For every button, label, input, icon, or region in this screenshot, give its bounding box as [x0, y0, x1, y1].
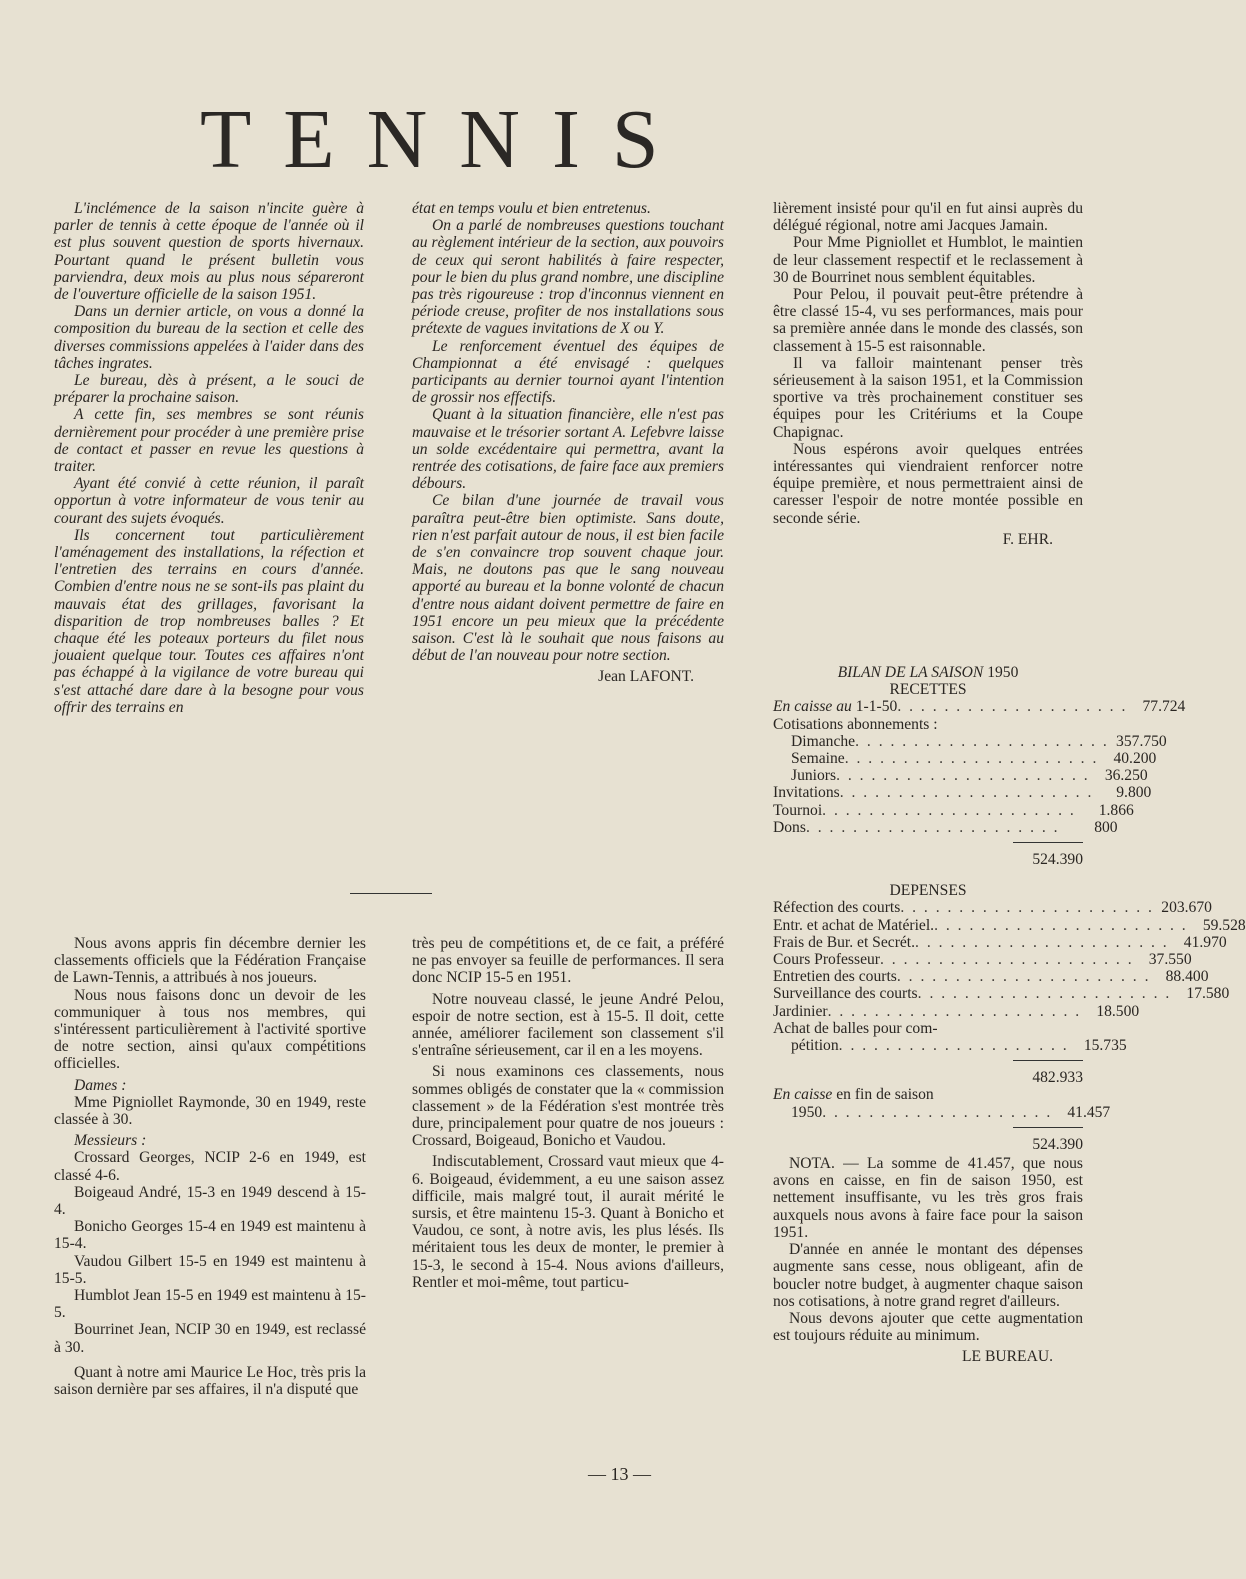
bilan-title-text: BILAN DE LA SAISON [837, 664, 984, 681]
ledger-value: 36.250 [1104, 767, 1148, 785]
paragraph: Notre nouveau classé, le jeune André Pelou, espoir de notre section, est à 15-5. Il doit, cette année, améliorer facilement son classement s'il s'entraîne sérieusement, car il en a les moyens. [412, 990, 724, 1060]
ledger-value: 203.670 [1161, 899, 1212, 917]
ledger-value: 1.866 [1098, 801, 1134, 819]
ledger-value: 77.724 [1142, 698, 1186, 716]
paragraph: lièrement insisté pour qu'il en fut ainsi auprès du délégué régional, notre ami Jacques Jamain. [773, 200, 1083, 235]
ranking-entry: Bourrinet Jean, NCIP 30 en 1949, est reclassé à 30. [54, 1321, 366, 1356]
ledger-row: Surveillance des courts . . . . . . . . . . . . . . . . . . . . . . 17.580 [773, 985, 1230, 1003]
depenses-heading: DEPENSES [889, 882, 967, 900]
ledger-label: Entr. et achat de Matériel. [773, 916, 935, 934]
ledger-label: 1950 [791, 1103, 823, 1121]
ledger-value: 59.528 [1202, 916, 1246, 934]
ledger-value: 800 [1094, 818, 1118, 836]
paragraph: On a parlé de nombreuses questions touchant au règlement intérieur de la section, aux pouvoirs de ceux qui seront habilités à faire respecter, pour le bien du plus grand nombre, une discipline pas très rigoureuse : trop d'inconnus viennent en période creuse, profiter de nos installations sous prétexte de vagues invitations de X ou Y. [412, 217, 724, 338]
page-title: TENNIS [200, 93, 691, 186]
bilan-title [773, 664, 1083, 681]
paragraph: Nous espérons avoir quelques entrées intéressantes qui viendraient renforcer notre équipe première, et nous permettraient ainsi de caresser l'espoir de notre montée possible en seconde série. [773, 440, 1083, 527]
nota-paragraph: Nous devons ajouter que cette augmentation est toujours réduite au minimum. [773, 1309, 1083, 1345]
ledger-value: 40.200 [1113, 750, 1157, 768]
paragraph: Le bureau, dès à présent, a le souci de préparer la prochaine saison. [54, 372, 364, 407]
paragraph: Ils concernent tout particulièrement l'aménagement des installations, la réfection et l'entretien des terrains en cours d'année. Combien d'entre nous ne se sont-ils pas plaint du mauvais état des grillages, favorisant la disparition de trop nombreuses balles ? Et chaque été les poteaux porteurs du filet nous jouaient quelque tour. Toutes ces affaires n'ont pas échappé à la vigilance de votre bureau qui s'est attaché dare dare à la besogne pour vous offrir des terrains en [54, 526, 364, 716]
ledger-row: En caisse au 1-1-50 . . . . . . . . . . . . . . . . . . . . 77.724 [773, 698, 1186, 716]
paragraph: Pour Pelou, il pouvait peut-être prétendre à être classé 15-4, vu ses performances, mais pour sa première année dans le monde des classés, son classement à 15-5 est raisonnable. [773, 286, 1083, 355]
paragraph: Il va falloir maintenant penser très sérieusement à la saison 1951, et la Commission sportive va très prochainement constituer ses équipes pour les Critériums et la Coupe Chapignac. [773, 354, 1083, 441]
article-column-2 [412, 200, 724, 686]
ledger-value: 15.735 [1083, 1037, 1127, 1055]
paragraph: Si nous examinons ces classements, nous sommes obligés de constater que la « commission classement » de la Fédération s'est montrée très dure, principalement pour quatre de nos joueurs : Crossard, Boigeaud, Bonicho et Vaudou. [412, 1063, 724, 1150]
ledger-value: 18.500 [1096, 1002, 1140, 1020]
paragraph: Quant à notre ami Maurice Le Hoc, très pris la saison dernière par ses affaires, il n'a disputé que [54, 1363, 366, 1399]
recettes-total: 524.390 [773, 836, 1083, 868]
ledger-row: Semaine . . . . . . . . . . . . . . . . . . . . . . 40.200 [773, 750, 1083, 767]
author-signature: Jean LAFONT. [598, 668, 694, 686]
paragraph: Pour Mme Pigniollet et Humblot, le maintien de leur classement respectif et le reclassement à 30 de Bourrinet nous semblent équitables. [773, 234, 1083, 286]
ledger-row: Entr. et achat de Matériel. . . . . . . . . . . . . . . . . . . . . . . 59.528 [773, 916, 1246, 934]
ledger-row: pétition . . . . . . . . . . . . . . . . . . . . 15.735 [773, 1037, 1083, 1054]
bureau-signature: LE BUREAU. [962, 1348, 1053, 1366]
paragraph: très peu de compétitions et, de ce fait, a préféré ne pas envoyer sa feuille de performances. Il sera donc NCIP 15-5 en 1951. [412, 935, 724, 987]
ranking-entry: Vaudou Gilbert 15-5 en 1949 est maintenu à 15-5. [54, 1252, 366, 1287]
article-column-3 [773, 200, 1083, 548]
ledger-label: Achat de balles pour com- [773, 1019, 938, 1037]
ranking-entry: Crossard Georges, NCIP 2-6 en 1949, est classé 4-6. [54, 1149, 366, 1184]
ledger-label: Semaine [791, 750, 845, 768]
ledger-row: Dons . . . . . . . . . . . . . . . . . . . . . . 800 [773, 818, 1118, 836]
ledger-label: Dimanche [791, 732, 856, 750]
ledger-row: Réfection des courts . . . . . . . . . . . . . . . . . . . . . . 203.670 [773, 899, 1212, 917]
bilan-section [773, 658, 1246, 1366]
ledger-label: Juniors [791, 767, 837, 785]
paragraph: Indiscutablement, Crossard vaut mieux que 4-6. Boigeaud, évidemment, a eu une saison assez difficile, mais malgré tout, il aurait mérité le sursis, et être maintenu 15-3. Quant à Bonicho et Vaudou, ce sont, à notre avis, les plus lésés. Ils méritaient tous les deux de monter, le premier à 15-3, le second à 15-4. Nous avions d'ailleurs, Rentler et moi-même, tout particu- [412, 1153, 724, 1291]
ledger-value: 41.970 [1183, 933, 1227, 951]
ledger-row: Juniors . . . . . . . . . . . . . . . . . . . . . . 36.250 [773, 767, 1083, 784]
ledger-label: En caisse en fin de saison [773, 1086, 934, 1104]
paragraph: Nous avons appris fin décembre dernier les classements officiels que la Fédération Française de Lawn-Tennis, a attribués à nos joueurs. [54, 935, 366, 987]
paragraph: Nous nous faisons donc un devoir de les communiquer à tous nos membres, qui s'intéressent particulièrement à l'activité sportive de notre section, ainsi qu'aux compétitions officielles. [54, 986, 366, 1073]
ledger-row: Cours Professeur . . . . . . . . . . . . . . . . . . . . . . 37.550 [773, 951, 1192, 969]
bilan-title-year: 1950 [987, 664, 1019, 681]
ledger-label: Cours Professeur [773, 951, 880, 969]
ledger-row: Entretien des courts . . . . . . . . . . . . . . . . . . . . . . 88.400 [773, 968, 1209, 986]
ledger-label: Frais de Bur. et Secrét. [773, 933, 916, 951]
ledger-label: Surveillance des courts [773, 985, 918, 1003]
ledger-value: 17.580 [1186, 985, 1230, 1003]
page-number: — 13 — [588, 1464, 651, 1484]
paragraph: Le renforcement éventuel des équipes de Championnat a été envisagé : quelques participants au dernier tournoi ayant l'intention de grossir nos effectifs. [412, 337, 724, 407]
ledger-label: pétition [791, 1037, 839, 1055]
article-column-1 [54, 200, 364, 716]
ledger-label: Invitations [773, 784, 840, 802]
ranking-entry: Humblot Jean 15-5 en 1949 est maintenu à 15-5. [54, 1287, 366, 1322]
ledger-value: 41.457 [1067, 1103, 1111, 1121]
author-signature: F. EHR. [1002, 530, 1053, 548]
ledger-label: Cotisations abonnements : [773, 715, 938, 733]
ledger-label: Entretien des courts [773, 968, 897, 986]
messieurs-label: Messieurs : [74, 1132, 147, 1150]
paragraph: état en temps voulu et bien entretenus. [412, 200, 651, 217]
ledger-row: Invitations . . . . . . . . . . . . . . . . . . . . . . 9.800 [773, 784, 1152, 802]
ledger-row: Tournoi . . . . . . . . . . . . . . . . . . . . . . 1.866 [773, 801, 1134, 819]
ranking-entry: Bonicho Georges 15-4 en 1949 est maintenu à 15-4. [54, 1218, 366, 1253]
ledger-row: Frais de Bur. et Secrét. . . . . . . . . . . . . . . . . . . . . . . 41.970 [773, 933, 1227, 951]
paragraph: Dans un dernier article, on vous a donné la composition du bureau de la section et celle des diverses commissions appelées à l'aider dans des tâches ingrates. [54, 303, 364, 372]
grand-total: 524.390 [773, 1121, 1083, 1153]
paragraph: A cette fin, ses membres se sont réunis dernièrement pour procéder à une première prise de contact et passer en revue les questions à traiter. [54, 406, 364, 476]
ledger-value: 88.400 [1165, 968, 1209, 986]
ledger-value: 9.800 [1116, 784, 1152, 802]
ledger-row: Dimanche . . . . . . . . . . . . . . . . . . . . . . 357.750 [773, 733, 1083, 750]
nota-paragraph: NOTA. — La somme de 41.457, que nous avons en caisse, en fin de saison 1950, est nettement insuffisante, vu les très gros frais auxquels nous avons à faire face pour la saison 1951. [773, 1155, 1083, 1241]
ranking-entry: Mme Pigniollet Raymonde, 30 en 1949, reste classée à 30. [54, 1093, 366, 1129]
recettes-heading: RECETTES [889, 681, 967, 699]
ranking-entry: Boigeaud André, 15-3 en 1949 descend à 15-4. [54, 1183, 366, 1219]
paragraph: Ayant été convié à cette réunion, il paraît opportun à votre informateur de vous tenir au courant des sujets évoqués. [54, 475, 364, 527]
paragraph: Quant à la situation financière, elle n'est pas mauvaise et le trésorier sortant A. Lefebvre laisse un solde excédentaire qui permettra, avant la rentrée des cotisations, de faire face aux premiers débours. [412, 406, 724, 493]
ledger-label: Jardinier [773, 1002, 828, 1020]
paragraph: L'inclémence de la saison n'incite guère à parler de tennis à cette époque de l'année où il est plus souvent question de sports hivernaux. Pourtant quand le présent bulletin vous parviendra, deux mois au plus nous sépareront de l'ouverture officielle de la saison 1951. [54, 200, 364, 304]
depenses-total: 482.933 [773, 1054, 1083, 1086]
section-divider [350, 893, 432, 894]
ledger-label: En caisse au 1-1-50 [773, 698, 898, 716]
ledger-label: Tournoi [773, 801, 823, 819]
ledger-value: 357.750 [1116, 732, 1167, 750]
nota-paragraph: D'année en année le montant des dépenses augmente sans cesse, nous obligeant, afin de boucler notre budget, à augmenter chaque saison nos cotisations, à notre grand regret d'ailleurs. [773, 1241, 1083, 1310]
classements-column-2 [412, 935, 724, 1291]
ledger-label: Réfection des courts [773, 899, 901, 917]
ledger-value: 37.550 [1148, 951, 1192, 969]
paragraph: Ce bilan d'une journée de travail vous paraîtra peut-être bien optimiste. Sans doute, rien n'est parfait autour de nous, il est bien facile de s'en convaincre trop souvent chaque jour. Mais, ne doutons pas que le sang nouveau apporté au bureau et la bonne volonté de chacun d'entre nous aidant doivent permettre de faire en 1951 encore un peu mieux que la précédente saison. C'est là le souhait que nous faisons au début de l'an nouveau pour notre section. [412, 492, 724, 665]
classements-column-1 [54, 935, 366, 1398]
dames-label: Dames : [74, 1076, 127, 1094]
ledger-label: Dons [773, 818, 806, 836]
ledger-row: Jardinier . . . . . . . . . . . . . . . . . . . . . . 18.500 [773, 1002, 1140, 1020]
ledger-row: 1950 . . . . . . . . . . . . . . . . . . . . 41.457 [773, 1104, 1083, 1121]
